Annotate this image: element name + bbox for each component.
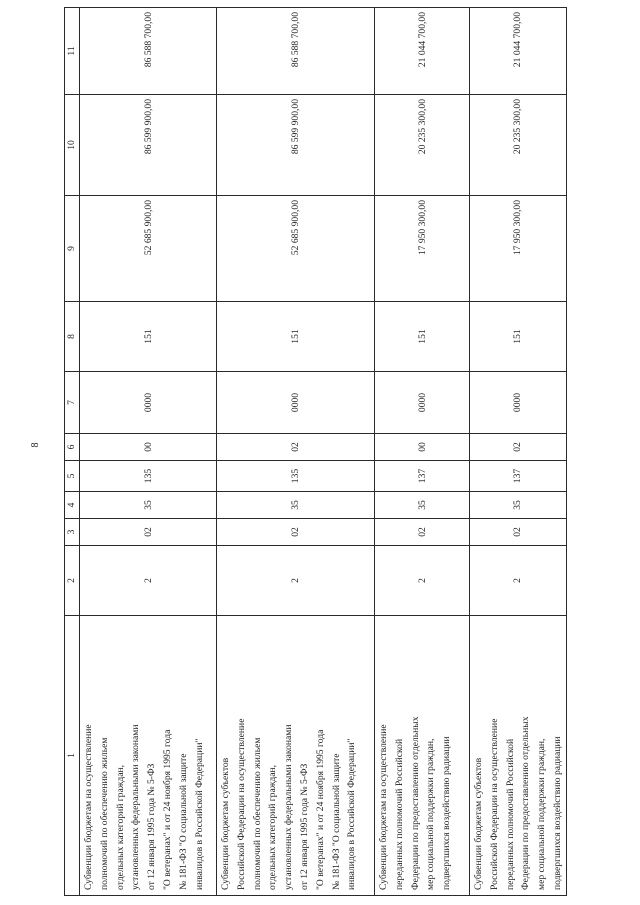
rotated-table-container xyxy=(64,8,564,896)
description-line: "О ветеранах" и от 24 ноября 1995 года xyxy=(314,729,326,890)
column-2-cell: 2 xyxy=(217,546,375,616)
column-6-cell: 02 xyxy=(470,434,567,461)
table-row xyxy=(470,8,567,896)
description-line: установленных федеральными законами xyxy=(283,724,295,890)
header-cell: 8 xyxy=(65,302,80,372)
header-cell: 9 xyxy=(65,196,80,302)
column-4-cell: 35 xyxy=(217,492,375,519)
description-line: мер социальной поддержки граждан, xyxy=(425,738,437,890)
header-cell: 3 xyxy=(65,519,80,546)
description-cell xyxy=(80,616,217,896)
column-4-cell: 35 xyxy=(375,492,470,519)
description-line: полномочий по обеспечению жильем xyxy=(251,737,263,890)
description-line: отдельных категорий граждан, xyxy=(267,764,279,890)
description-line: от 12 января 1995 года № 5-ФЗ xyxy=(298,763,310,890)
description-line: Субвенции бюджетам на осуществление xyxy=(83,724,94,890)
column-5-cell: 135 xyxy=(217,461,375,492)
column-3-cell: 02 xyxy=(80,519,217,546)
description-line: установленных федеральными законами xyxy=(130,724,142,890)
description-cell xyxy=(217,616,375,896)
column-8-cell: 151 xyxy=(80,302,217,372)
column-3-cell: 02 xyxy=(375,519,470,546)
column-11-amount: 21 044 700,00 xyxy=(375,8,470,95)
description-line: переданных полномочий Российской xyxy=(504,738,516,890)
column-6-cell: 00 xyxy=(375,434,470,461)
column-3-cell: 02 xyxy=(470,519,567,546)
header-cell: 6 xyxy=(65,434,80,461)
column-11-amount: 21 044 700,00 xyxy=(470,8,567,95)
column-8-cell: 151 xyxy=(375,302,470,372)
description-line: мер социальной поддержки граждан, xyxy=(536,738,548,890)
description-line: переданных полномочий Российской xyxy=(393,738,405,890)
description-line: полномочий по обеспечению жильем xyxy=(98,737,110,890)
table-row xyxy=(375,8,470,896)
column-8-cell: 151 xyxy=(217,302,375,372)
header-cell: 11 xyxy=(65,8,80,95)
header-cell: 2 xyxy=(65,546,80,616)
description-line: от 12 января 1995 года № 5-ФЗ xyxy=(146,763,158,890)
column-2-cell: 2 xyxy=(470,546,567,616)
header-cell: 4 xyxy=(65,492,80,519)
page-number: 8 xyxy=(30,442,41,448)
table-row xyxy=(217,8,375,896)
header-cell: 7 xyxy=(65,372,80,434)
column-2-cell: 2 xyxy=(80,546,217,616)
column-10-amount: 20 235 300,00 xyxy=(470,95,567,196)
column-3-cell: 02 xyxy=(217,519,375,546)
column-6-cell: 00 xyxy=(80,434,217,461)
column-9-amount: 52 685 900,00 xyxy=(80,196,217,302)
column-10-amount: 20 235 300,00 xyxy=(375,95,470,196)
table-row xyxy=(80,8,217,896)
description-line: подвергшихся воздействию радиации xyxy=(441,736,453,890)
description-line: Федерации по предоставлению отдельных xyxy=(520,716,532,890)
column-5-cell: 137 xyxy=(375,461,470,492)
header-cell: 10 xyxy=(65,95,80,196)
column-7-cell: 0000 xyxy=(80,372,217,434)
header-cell: 1 xyxy=(65,616,80,896)
description-line: инвалидов в Российской Федерации" xyxy=(346,738,358,890)
column-7-cell: 0000 xyxy=(470,372,567,434)
description-cell xyxy=(470,616,567,896)
column-9-amount: 52 685 900,00 xyxy=(217,196,375,302)
header-row xyxy=(65,8,80,896)
header-cell: 5 xyxy=(65,461,80,492)
description-line: отдельных категорий граждан, xyxy=(114,764,126,890)
column-4-cell: 35 xyxy=(80,492,217,519)
description-line: подвергшихся воздействию радиации xyxy=(551,736,563,890)
column-11-amount: 86 588 700,00 xyxy=(80,8,217,95)
description-line: Российской Федерации на осуществление xyxy=(235,718,247,890)
column-4-cell: 35 xyxy=(470,492,567,519)
description-line: инвалидов в Российской Федерации" xyxy=(193,738,205,890)
description-cell xyxy=(375,616,470,896)
column-9-amount: 17 950 300,00 xyxy=(470,196,567,302)
column-5-cell: 135 xyxy=(80,461,217,492)
column-10-amount: 86 599 900,00 xyxy=(80,95,217,196)
table-frame xyxy=(64,8,564,896)
description-line: Субвенции бюджетам на осуществление xyxy=(378,724,389,890)
description-line: "О ветеранах" и от 24 ноября 1995 года xyxy=(161,729,173,890)
description-line: Федерации по предоставлению отдельных xyxy=(409,716,421,890)
column-7-cell: 0000 xyxy=(217,372,375,434)
column-6-cell: 02 xyxy=(217,434,375,461)
description-line: Субвенции бюджетам субъектов xyxy=(473,757,484,890)
column-7-cell: 0000 xyxy=(375,372,470,434)
description-line: № 181-ФЗ "О социальной защите xyxy=(330,753,342,890)
column-5-cell: 137 xyxy=(470,461,567,492)
column-11-amount: 86 588 700,00 xyxy=(217,8,375,95)
description-line: Субвенции бюджетам субъектов xyxy=(220,757,231,890)
description-line: № 181-ФЗ "О социальной защите xyxy=(177,753,189,890)
description-line: Российской Федерации на осуществление xyxy=(488,718,500,890)
budget-table xyxy=(64,7,567,896)
column-8-cell: 151 xyxy=(470,302,567,372)
column-9-amount: 17 950 300,00 xyxy=(375,196,470,302)
column-2-cell: 2 xyxy=(375,546,470,616)
column-10-amount: 86 599 900,00 xyxy=(217,95,375,196)
